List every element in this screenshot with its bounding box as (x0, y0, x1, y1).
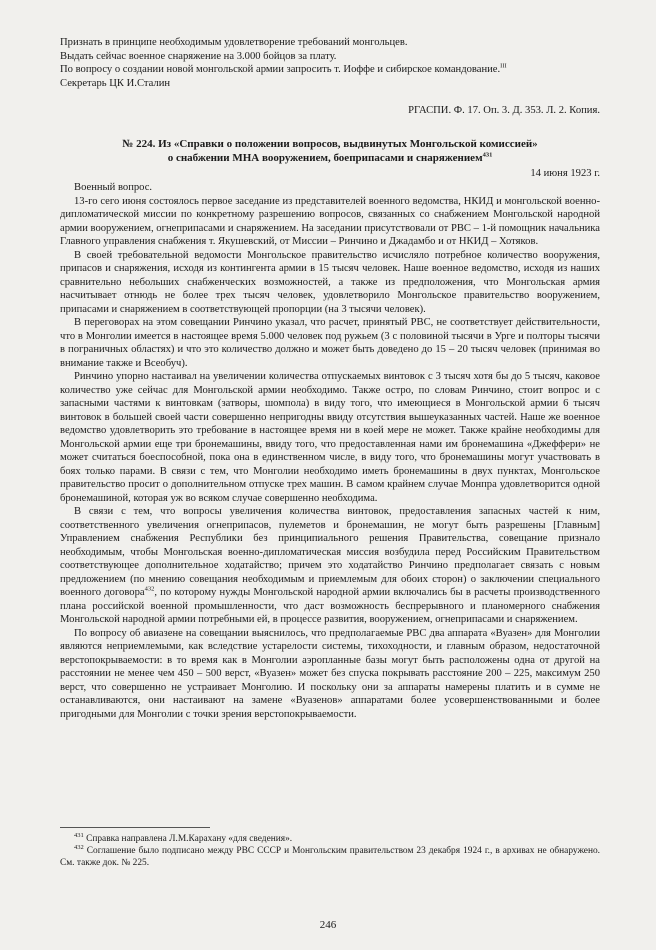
page-number: 246 (319, 919, 337, 931)
footnotes (60, 833, 600, 869)
footnote-separator (60, 827, 210, 828)
document-body (60, 181, 600, 721)
section-heading: Военный вопрос. (74, 182, 153, 193)
footnote-ref: 432 (144, 585, 155, 593)
signature-line: Секретарь ЦК И.Сталин (60, 77, 171, 89)
paragraph: В переговорах на этом совещании Ринчино указал, что расчет, принятый РВС, не соответствует действительности, что в Монголии имеется в настоящее время 5.000 человек под ружьем (3 с половиной тысячи в Урге и полторы тысячи в пограничных областях) и что это количество должно и может быть доведено до 15 – 20 тысяч человек (принимая во внимание также и Всеобуч). (60, 317, 600, 369)
paragraph: По вопросу об авиазене на совещании выяснилось, что предполагаемые РВС два аппарата «Вуазен» для Монголии являются неприемлемыми, как вследствие устарелости системы, тихоходности, и главным образом, недостаточной верстопокрываемости: в то время как в Монголии аэропланные базы могут быть расположены одна от другой на расстоянии не менее чем 450 – 500 верст, «Вуазен» может без спуска покрывать расстояние 200 – 225, максимум 250 верст, что совершенно не устраивает Монголию. И поскольку они за аппараты намерены платить и в сумме не останавливаются, они настаивают на замене «Вуазенов» аппаратами более усовершенствованными и более пригодными для Монголии с точки зрения верстопокрываемости. (60, 627, 600, 720)
document-title: № 224. Из «Справки о положении вопросов, выдвинутых Монгольской комиссией» о снабжении МНА вооружением, боеприпасами и снаряжением$^{431}$ (122, 138, 538, 164)
document-date: 14 июня 1923 г. (530, 168, 600, 179)
footnote: $^{432}$ Соглашение было подписано между РВС СССР и Монгольским правительством 23 декабря 1924 г., в архивах не обнаружено. См. также док. № 225. (60, 843, 601, 868)
text-line: Признать в принципе необходимым удовлетворение требований монгольцев. (60, 37, 408, 48)
text-line: По вопросу о создании новой монгольской армии запросить т. Иоффе и сибирское командование.$^{III}$ (60, 62, 507, 75)
paragraph: Ринчино упорно настаивал на увеличении количества отпускаемых винтовок с 3 тысяч хотя бы до 5 тысяч, каковое количество уже сейчас для Монгольской армии необходимо. Также остро, по словам Ринчино, стоит вопрос и с запасными частями к винтовкам (затворы, шомпола) в виду того, что имеющиеся в Монгольской армии 6 тысяч винтовок в большей своей части совершенно непригодны ввиду отсутствия вышеуказанных частей. Наше же военное ведомство удовлетворить это требование в настоящее время ни в коей мере не может. Также крайне необходимы для Монгольской армии еще три бронемашины, ввиду того, что предоставленная нами им бронемашина «Джеффери» не может считаться боеспособной, пока она в единственном числе, в виду того, что бронемашины могут участвовать в боях только парами. В связи с тем, что Монголии необходимо иметь бронемашины в двух пунктах, Монгольское правительство просит о дополнительном отпуске трех машин. В самом крайнем случае Монпра удовлетворится одной бронемашиной, которая уж во всяком случае совершенно необходима. (60, 371, 600, 504)
archive-reference: РГАСПИ. Ф. 17. Оп. 3. Д. 353. Л. 2. Копия. (408, 105, 600, 116)
note-ref: III (500, 62, 507, 70)
text-line: Выдать сейчас военное снаряжение на 3.000 бойцов за плату. (60, 50, 337, 62)
footnote-ref: 431 (482, 151, 493, 159)
top-resolution (60, 36, 600, 90)
paragraph: В связи с тем, что вопросы увеличения количества винтовок, предоставления запасных частей к ним, соответственного увеличения огнеприпасов, пулеметов и бронемашин, не могут быть разрешены [Главным] Управлением снабжения Республики без принципиального решения Правительства, совещание признало необходимым, чтобы Монгольская военно-дипломатическая миссия возбудила перед Российским Правительством соответствующее дополнительное ходатайство; причем это ходатайство Ринчино предполагает связать с новым предложением (по мнению совещания необходимым и приемлемым для обоих сторон) о заключении специального военного договора$^{432}$, по которому нужды Монгольской народной армии включались бы в расчеты производственного плана российской военной промышленности, что даст возможность беспрерывного и планомерного снабжения Монгольской народной армии потребными ей, в процессе развития, вооружением, огнеприпасами и снаряжением. (60, 506, 600, 625)
paragraph: 13-го сего июня состоялось первое заседание из представителей военного ведомства, НКИД и монгольской военно-дипломатической миссии по конкретному разрешению вопросов, связанных со снабжением Монгольской народной армии вооружением, огнеприпасами и снаряжением. На заседании присутствовали от РВС – 1-й помощник начальника Главного управления снабжения т. Якушевский, от Миссии – Ринчино и Джадамбо и от НКИД – Хотяков. (60, 195, 600, 247)
footnote: $^{431}$ Справка направлена Л.М.Карахану «для сведения». (74, 831, 293, 844)
paragraph: В своей требовательной ведомости Монгольское правительство исчисляло потребное количество вооружения, припасов и снаряжения, исходя из контингента армии в 15 тысяч человек. Наше военное ведомство, исходя из наших сравнительно небольших снабженческих возможностей, а также из предположения, что Монгольская армия насчитывает отнюдь не более трех тысяч человек, удовлетворило Монгольское правительство вооружением, припасами и снаряжением в соответствующей пропорции (на 3 тысячи человек). (60, 249, 600, 315)
